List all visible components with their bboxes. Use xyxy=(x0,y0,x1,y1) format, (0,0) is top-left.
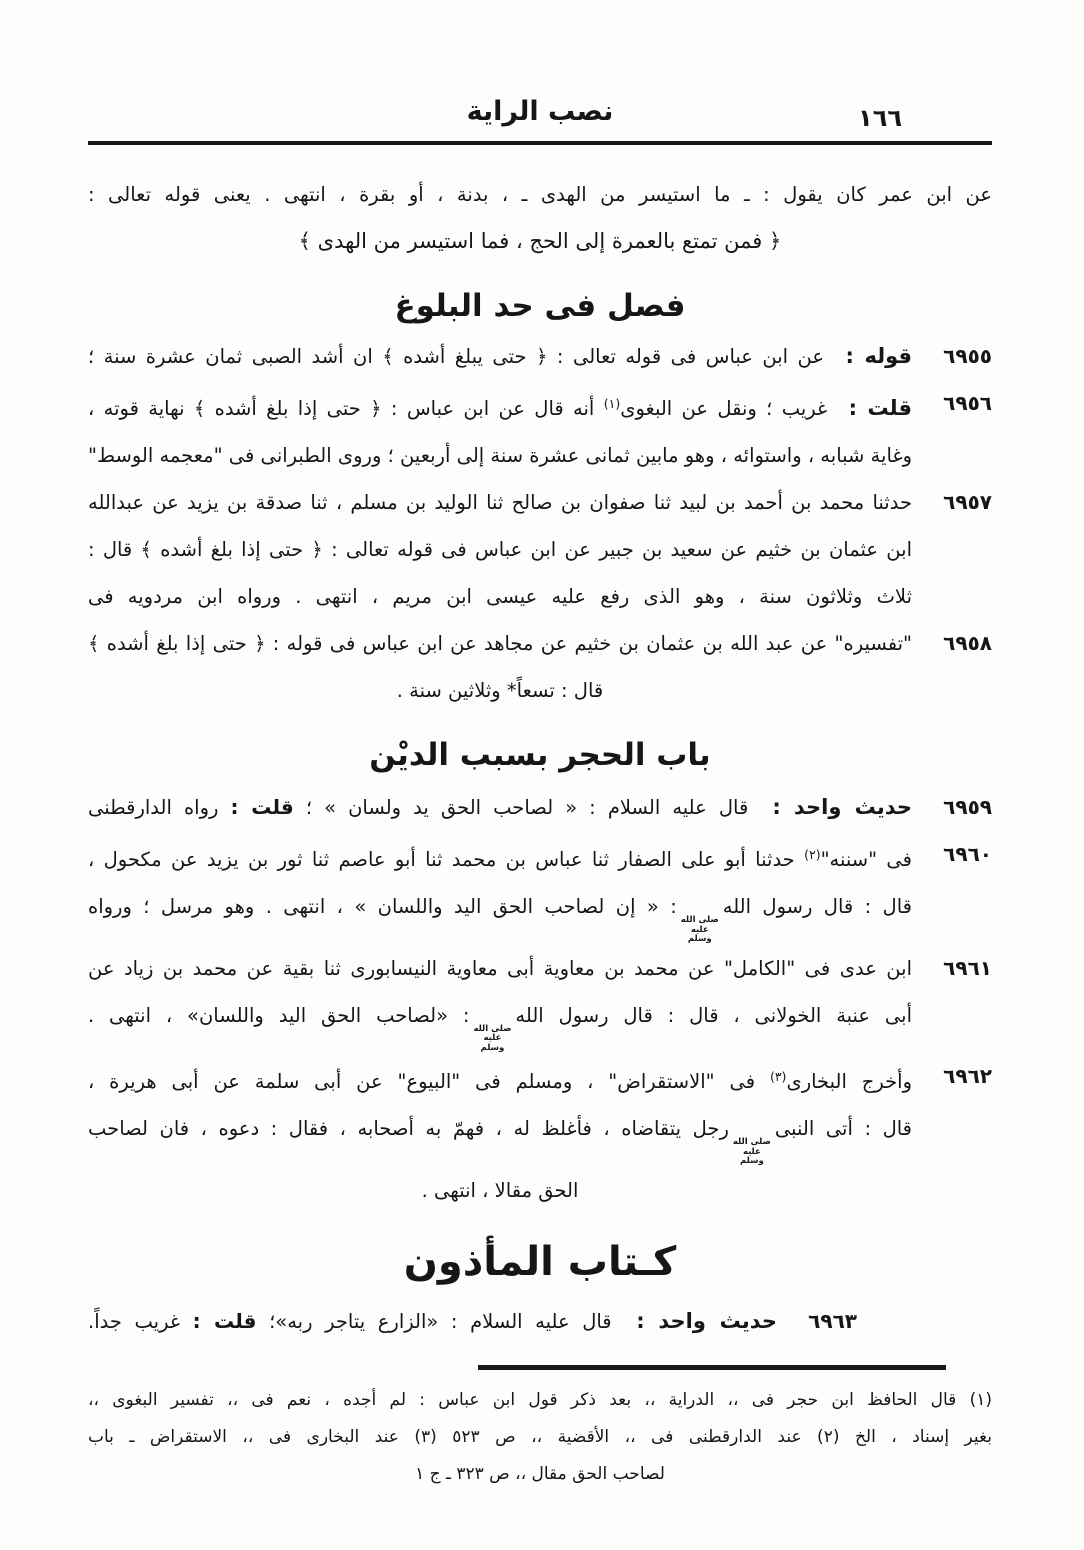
saw-line: عليه xyxy=(742,1146,761,1157)
hadith-line-text: قال : قال رسول الله xyxy=(722,895,912,918)
hadith-number: ٦٩٦١ xyxy=(943,955,992,980)
hadith-6959 xyxy=(88,784,992,831)
hadith-line-text: حدثنا أبو على الصفار ثنا عباس بن محمد ثنا أبو عاصم ثنا ثور بن يزيد عن مكحول ، xyxy=(88,848,795,871)
hadith-number: ٦٩٥٨ xyxy=(943,631,992,655)
hadith-line xyxy=(88,1298,777,1345)
hadith-6958 xyxy=(88,620,992,714)
header-rule xyxy=(88,141,992,145)
hadith-line: قال : تسعاً* وثلاثين سنة . xyxy=(396,679,604,702)
saw-line: وسلم xyxy=(740,1156,764,1166)
lead-word: حديث واحد : xyxy=(636,1308,777,1333)
footnote-marker-3: (٣) xyxy=(769,1069,787,1084)
hadith-line-text: فى "سننه" xyxy=(820,848,912,871)
section-heading-madhun: كـتاب المأذون xyxy=(403,1238,677,1285)
section-heading-hajr: باب الحجر بسبب الديْن xyxy=(369,737,711,773)
hadith-line-text: أبى عنبة الخولانى ، قال : قال رسول الله xyxy=(515,1003,913,1027)
hadith-6963 xyxy=(88,1298,992,1345)
footnote-separator xyxy=(478,1365,946,1370)
hadith-text xyxy=(88,945,912,1054)
saw-line: عليه xyxy=(483,1033,502,1043)
hadith-line: حدثنا محمد بن أحمد بن لبيد ثنا صفوان بن صالح ثنا الوليد بن مسلم ، ثنا صدقة بن يزيد عن عبدالله xyxy=(88,491,912,514)
hadith-line-text: غريب ؛ ونقل عن البغوى xyxy=(620,397,828,420)
hadith-text xyxy=(88,784,912,831)
hadith-line xyxy=(88,992,912,1054)
hadith-line xyxy=(88,1053,912,1105)
lead-word: قوله : xyxy=(845,344,913,368)
hadith-6957 xyxy=(88,479,992,620)
saw-ligature xyxy=(733,1138,771,1167)
hadith-line-text: رواه الدارقطنى xyxy=(88,796,219,819)
hadith-text xyxy=(88,831,912,945)
hadith-line xyxy=(88,784,912,831)
saw-ligature xyxy=(473,1025,511,1054)
lead-word: قلت : xyxy=(848,396,912,420)
hadith-line xyxy=(88,883,912,945)
hadith-line: "تفسيره" عن عبد الله بن عثمان بن خثيم عن مجاهد عن ابن عباس فى قوله : ﴿ حتى إذا بلغ أشده ﴾ xyxy=(88,632,912,655)
hadith-line-text: : « إن لصاحب الحق اليد واللسان » ، انتهى . وهو مرسل ؛ ورواه xyxy=(88,895,677,918)
hadith-line: ثلاث وثلاثون سنة ، وهو الذى رفع عليه عيسى ابن مريم ، انتهى . ورواه ابن مردويه فى xyxy=(88,585,912,608)
hadith-line-text: أنه قال عن ابن عباس : ﴿ حتى إذا بلغ أشده ﴾ نهاية قوته ، xyxy=(88,397,595,420)
hadith-line: وغاية شبابه ، واستوائه ، وهو مابين ثمانى عشرة سنة إلى أربعين ؛ وروى الطبرانى فى "معجمه الوسط" xyxy=(88,444,912,467)
page-number: ١٦٦ xyxy=(858,104,902,132)
saw-line: عليه xyxy=(690,924,709,935)
hadith-number: ٦٩٦٣ xyxy=(808,1308,857,1333)
footnotes xyxy=(88,1365,992,1493)
hadith-line-text: : «لصاحب الحق اليد واللسان» ، انتهى . xyxy=(88,1003,470,1027)
hadith-6962 xyxy=(88,1053,992,1214)
intro-line: عن ابن عمر كان يقول : ـ ما استيسر من الهدى ـ ، بدنة ، أو بقرة ، انتهى . يعنى قوله تعالى : xyxy=(88,183,992,206)
hadith-line-text: عن ابن عباس فى قوله تعالى : ﴿ حتى يبلغ أشده ﴾ ان أشد الصبى ثمان عشرة سنة ؛ xyxy=(88,345,825,368)
hadith-number: ٦٩٦٢ xyxy=(943,1064,992,1088)
hadith-line xyxy=(88,333,912,380)
section-heading-bulugh: فصل فى حد البلوغ xyxy=(394,288,686,324)
hadith-line xyxy=(88,831,912,883)
intro-continuation xyxy=(88,171,992,265)
hadith-text xyxy=(88,620,912,714)
quran-verse: ﴿ فمن تمتع بالعمرة إلى الحج ، فما استيسر من الهدى ﴾ xyxy=(298,229,782,253)
footnote-line-2: بغير إسناد ، الخ (٢) عند الدارقطنى فى ،، الأقضية ،، ص ٥٢٣ (٣) عند البخارى فى ،، الاستقراض ـ باب xyxy=(88,1426,992,1447)
footnote-line-3: لصاحب الحق مقال ،، ص ٣٢٣ ـ ج ١ xyxy=(415,1463,665,1484)
footnote-marker-2: (٢) xyxy=(804,847,821,862)
saw-line: صلى الله xyxy=(473,1023,512,1034)
hadith-line-text: غريب جداً. xyxy=(88,1309,181,1333)
hadith-line: الحق مقالا ، انتهى . xyxy=(421,1178,579,1202)
hadith-6956 xyxy=(88,380,992,479)
footnote-line-1: (١) قال الحافظ ابن حجر فى ،، الدراية ،، بعد ذكر قول ابن عباس : لم أجده ، نعم فى ،، تفسير البغوى ،، xyxy=(88,1389,992,1410)
hadith-text xyxy=(88,333,912,380)
hadith-text xyxy=(88,479,912,620)
hadith-line-text: قال : أتى النبى xyxy=(774,1117,912,1140)
page-body xyxy=(88,171,992,1345)
hadith-number: ٦٩٥٥ xyxy=(943,344,992,368)
hadith-line: ابن عدى فى "الكامل" عن محمد بن معاوية أبى معاوية النيسابورى ثنا بقية عن محمد بن زياد عن xyxy=(88,956,912,980)
hadith-number: ٦٩٥٦ xyxy=(943,391,992,415)
saw-line: صلى الله xyxy=(680,915,719,925)
hadith-line-text: وأخرج البخارى xyxy=(786,1070,912,1093)
hadith-text xyxy=(88,1298,777,1345)
qultu-word: قلت : xyxy=(192,1308,257,1333)
book-title: نصب الراية xyxy=(466,96,614,127)
hadith-6960 xyxy=(88,831,992,945)
saw-line: صلى الله xyxy=(732,1137,771,1147)
hadith-number: ٦٩٥٧ xyxy=(943,490,992,514)
hadith-6955 xyxy=(88,333,992,380)
saw-line: وسلم xyxy=(480,1042,505,1053)
hadith-line: ابن عثمان بن خثيم عن سعيد بن جبير عن ابن عباس فى قوله تعالى : ﴿ حتى إذا بلغ أشده ﴾ قال : xyxy=(88,538,912,561)
hadith-line-text: فى "الاستقراض" ، ومسلم فى "البيوع" عن أبى سلمة عن أبى هريرة ، xyxy=(88,1070,756,1093)
hadith-number: ٦٩٥٩ xyxy=(943,795,992,819)
saw-line: وسلم xyxy=(687,934,712,944)
hadith-line xyxy=(88,380,912,432)
hadith-line xyxy=(88,1105,912,1167)
hadith-number: ٦٩٦٠ xyxy=(943,842,992,866)
hadith-text xyxy=(88,1053,912,1214)
hadith-line-text: قال عليه السلام : « لصاحب الحق يد ولسان » ؛ xyxy=(305,796,749,819)
lead-word: حديث واحد : xyxy=(772,795,912,819)
hadith-text xyxy=(88,380,912,479)
qultu-word: قلت : xyxy=(230,795,294,819)
saw-ligature xyxy=(681,916,719,945)
hadith-line-text: قال عليه السلام : «الزارع يتاجر ربه»؛ xyxy=(269,1309,612,1333)
page-header xyxy=(88,0,992,145)
hadith-line-text: رجل يتقاضاه ، فأغلظ له ، فهمّ به أصحابه ، فقال : دعوه ، فان لصاحب xyxy=(88,1117,729,1140)
footnote-marker-1: (١) xyxy=(603,396,621,411)
hadith-6961 xyxy=(88,945,992,1054)
